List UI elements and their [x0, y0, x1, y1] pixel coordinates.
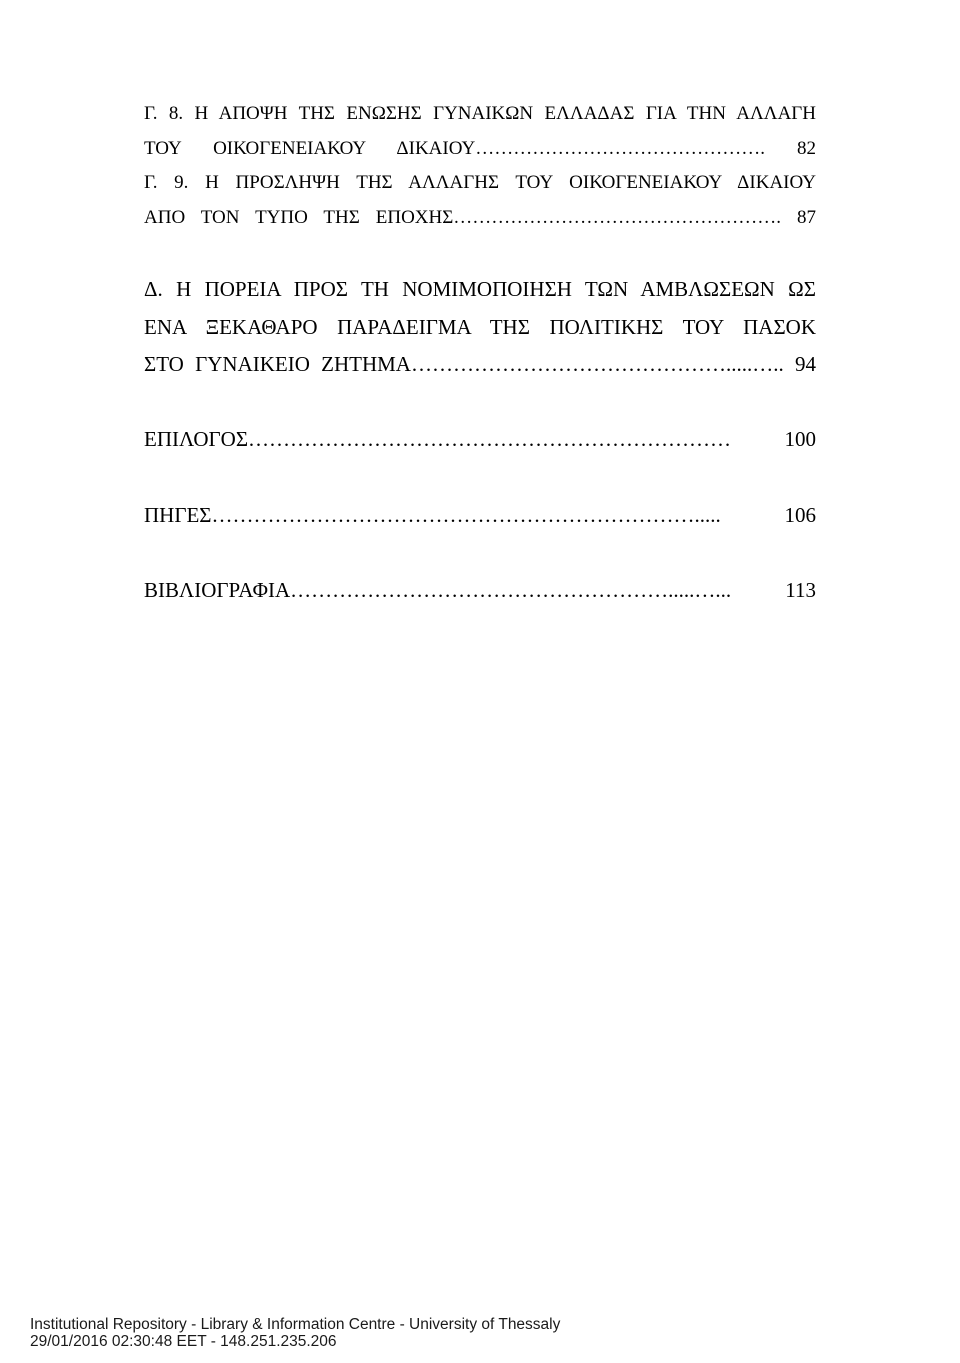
toc-entry-sources: ΠΗΓΕΣ……………………………………………………………..... 106: [144, 505, 816, 526]
toc-entry-bibliography: ΒΙΒΛΙΟΓΡΑΦΙΑ……………………………………………….....…... 113: [144, 580, 816, 601]
toc-entry-g8-line1: Γ. 8. Η ΑΠΟΨΗ ΤΗΣ ΕΝΩΣΗΣ ΓΥΝΑΙΚΩΝ ΕΛΛΑΔΑΣ ΓΙΑ ΤΗΝ ΑΛΛΑΓΗ: [144, 104, 816, 123]
toc-entry-g9-line2: ΑΠΟ ΤΟΝ ΤΥΠΟ ΤΗΣ ΕΠΟΧΗΣ……………………………………………. 87: [144, 208, 816, 227]
footer-repository-line: Institutional Repository - Library & Information Centre - University of Thessaly: [30, 1316, 561, 1333]
footer-timestamp-line: 29/01/2016 02:30:48 EET - 148.251.235.206: [30, 1333, 337, 1350]
toc-entry-d-line3: ΣΤΟ ΓΥΝΑΙΚΕΙΟ ΖΗΤΗΜΑ……………………………………….....….. 94: [144, 354, 816, 375]
toc-entry-g9-line1: Γ. 9. Η ΠΡΟΣΛΗΨΗ ΤΗΣ ΑΛΛΑΓΗΣ ΤΟΥ ΟΙΚΟΓΕΝΕΙΑΚΟΥ ΔΙΚΑΙΟΥ: [144, 173, 816, 192]
toc-entry-d-line1: Δ. Η ΠΟΡΕΙΑ ΠΡΟΣ ΤΗ ΝΟΜΙΜΟΠΟΙΗΣΗ ΤΩΝ ΑΜΒΛΩΣΕΩΝ ΩΣ: [144, 279, 816, 300]
toc-entry-d-line2: ΕΝΑ ΞΕΚΑΘΑΡΟ ΠΑΡΑΔΕΙΓΜΑ ΤΗΣ ΠΟΛΙΤΙΚΗΣ ΤΟΥ ΠΑΣΟΚ: [144, 317, 816, 338]
toc-entry-epilogue: ΕΠΙΛΟΓΟΣ…………………………………………………………… 100: [144, 429, 816, 450]
toc-entry-g8-line2: ΤΟΥ ΟΙΚΟΓΕΝΕΙΑΚΟΥ ΔΙΚΑΙΟΥ………………………………………. 82: [144, 139, 816, 158]
